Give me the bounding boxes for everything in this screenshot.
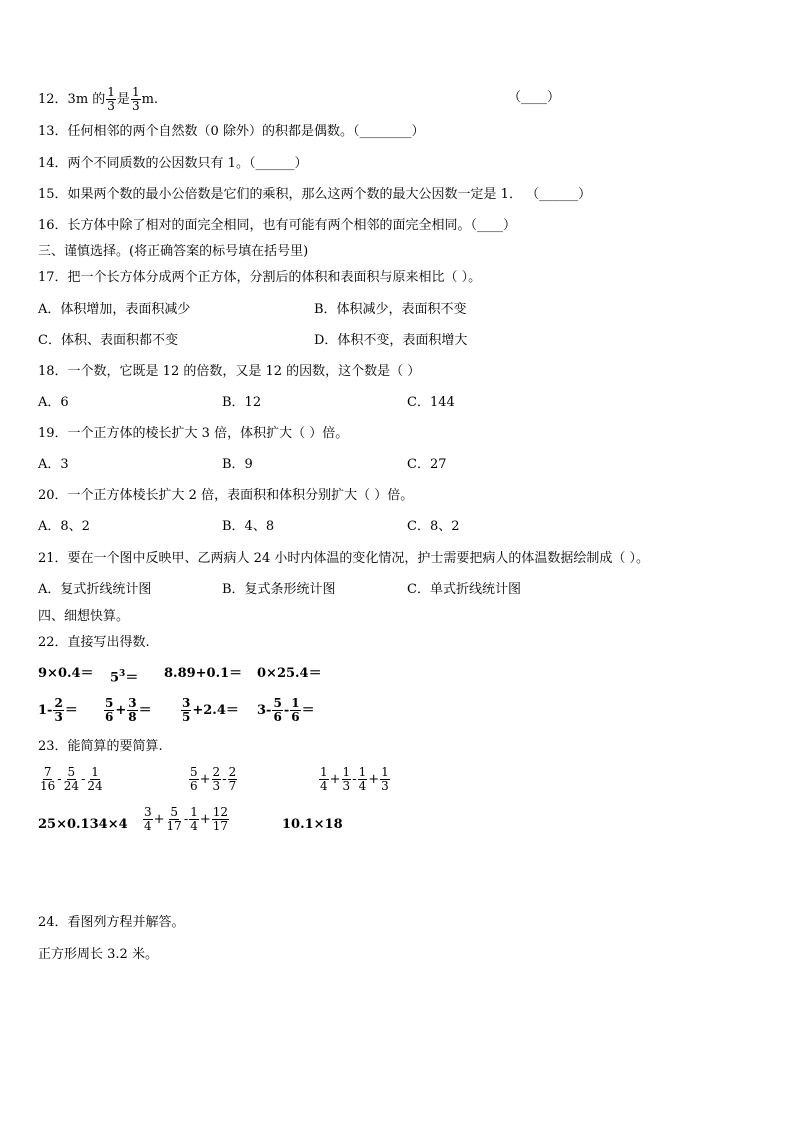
q21-option-c: C．单式折线统计图 bbox=[407, 582, 521, 597]
question-12 bbox=[38, 86, 158, 113]
question-24-subtext: 正方形周长 3.2 米。 bbox=[38, 947, 158, 962]
q19-option-b: B．9 bbox=[222, 457, 253, 472]
q17-option-b: B．体积减少，表面积不变 bbox=[314, 302, 467, 317]
question-23: 23．能简算的要简算. bbox=[38, 739, 163, 754]
q12-text-c: m. bbox=[141, 92, 159, 107]
q21-option-b: B．复式条形统计图 bbox=[222, 582, 336, 597]
question-24: 24．看图列方程并解答。 bbox=[38, 915, 185, 930]
q23-expr-4: 25×0.134×4 bbox=[38, 817, 128, 832]
q22-expr-1: 9×0.4＝ bbox=[38, 666, 94, 681]
section-4-heading: 四、细想快算。 bbox=[38, 609, 130, 624]
question-18: 18．一个数，它既是 12 的倍数，又是 12 的因数，这个数是（ ） bbox=[38, 364, 421, 379]
q22-expr-4: 0×25.4＝ bbox=[257, 666, 322, 681]
question-16: 16．长方体中除了相对的面完全相同，也有可能有两个相邻的面完全相同。（____） bbox=[38, 218, 517, 233]
q21-option-a: A．复式折线统计图 bbox=[38, 582, 152, 597]
q23-expr-5: $\frac{3}{4}$ + $\frac{5}{17}$ - $\frac{1}{4}$ + $\frac{12}{17}$ bbox=[144, 805, 229, 833]
q23-expr-2: $\frac{5}{6}$ + $\frac{2}{3}$ - $\frac{2}{7}$ bbox=[190, 765, 237, 793]
q19-option-a: A．3 bbox=[38, 457, 69, 472]
q12-blank: （____） bbox=[508, 90, 561, 105]
q12-text-a: 12．3m 的 bbox=[38, 92, 106, 107]
q23-expr-3: $\frac{1}{4}$ + $\frac{1}{3}$ - $\frac{1}{4}$ + $\frac{1}{3}$ bbox=[320, 765, 389, 793]
q17-option-d: D．体积不变，表面积增大 bbox=[314, 333, 468, 348]
fraction-one-third: $\frac{1}{3}$ bbox=[107, 85, 115, 113]
q20-option-b: B．4、8 bbox=[222, 519, 275, 534]
q17-option-c: C．体积、表面积都不变 bbox=[38, 333, 178, 348]
q18-option-c: C．144 bbox=[407, 395, 455, 410]
q23-expr-6: 10.1×18 bbox=[282, 817, 343, 832]
q19-option-c: C．27 bbox=[407, 457, 447, 472]
question-13: 13．任何相邻的两个自然数（0 除外）的积都是偶数。（________） bbox=[38, 124, 425, 139]
question-20: 20．一个正方体棱长扩大 2 倍，表面积和体积分别扩大（ ）倍。 bbox=[38, 488, 414, 503]
q22-expr-7: $\frac{3}{5}$ +2.4＝ bbox=[182, 696, 239, 724]
q23-expr-1: $\frac{7}{16}$ - $\frac{5}{24}$ - $\frac{1}{24}$ bbox=[40, 765, 103, 793]
q18-option-b: B．12 bbox=[222, 395, 262, 410]
q22-expr-6: $\frac{5}{6}$ + $\frac{3}{8}$ ＝ bbox=[105, 696, 152, 724]
q12-text-b: 是 bbox=[116, 92, 130, 107]
question-14: 14．两个不同质数的公因数只有 1。（______） bbox=[38, 156, 308, 171]
question-15: 15．如果两个数的最小公倍数是它们的乘积，那么这两个数的最大公因数一定是 1． （______） bbox=[38, 187, 592, 202]
q20-option-a: A．8、2 bbox=[38, 519, 90, 534]
q18-option-a: A．6 bbox=[38, 395, 69, 410]
q20-option-c: C．8、2 bbox=[407, 519, 460, 534]
q22-expr-3: 8.89+0.1＝ bbox=[164, 666, 243, 681]
q22-expr-8: 3- $\frac{5}{6}$ - $\frac{1}{6}$ ＝ bbox=[257, 696, 315, 724]
question-21: 21．要在一个图中反映甲、乙两病人 24 小时内体温的变化情况，护士需要把病人的体温数据绘制成（ ）。 bbox=[38, 551, 649, 566]
q22-expr-5: 1- $\frac{2}{3}$ ＝ bbox=[38, 696, 78, 724]
question-17: 17．把一个长方体分成两个正方体，分割后的体积和表面积与原来相比（ ）。 bbox=[38, 270, 482, 285]
question-19: 19．一个正方体的棱长扩大 3 倍，体积扩大（ ）倍。 bbox=[38, 426, 349, 441]
q22-expr-2: $5^3=$ bbox=[110, 669, 139, 686]
section-3-heading: 三、谨慎选择。(将正确答案的标号填在括号里) bbox=[38, 244, 309, 259]
fraction-one-third: $\frac{1}{3}$ bbox=[131, 85, 140, 113]
question-22: 22．直接写出得数. bbox=[38, 635, 150, 650]
q17-option-a: A．体积增加，表面积减少 bbox=[38, 302, 191, 317]
